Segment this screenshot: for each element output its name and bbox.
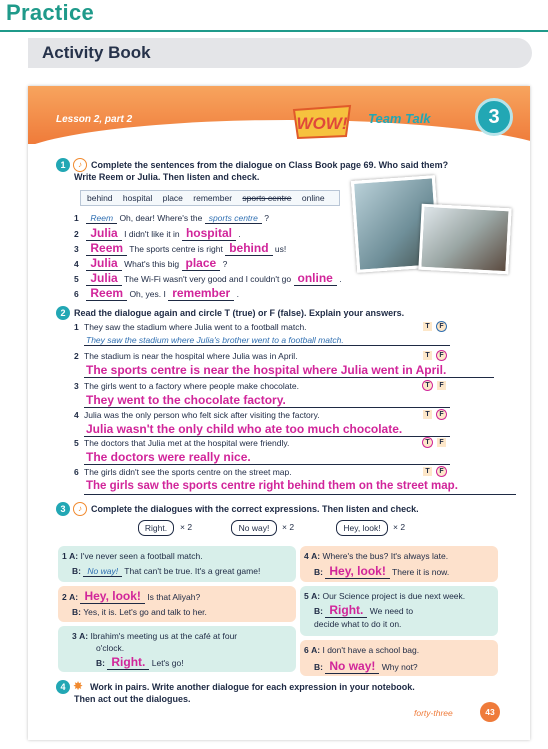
false-option[interactable]: F — [437, 438, 446, 447]
circled-answer — [436, 321, 447, 332]
exercise-1-row: 4 Julia What's this big place ? — [74, 256, 228, 270]
section-title: Activity Book — [42, 43, 151, 62]
true-option[interactable]: T — [423, 410, 432, 419]
page-title: Practice — [6, 0, 95, 25]
listen-icon: ♪ — [73, 158, 87, 172]
exercise-1-instruction-line-2: Write Reem or Julia. Then listen and check. — [74, 172, 260, 182]
statement: 5 The doctors that Julia met at the hospital were friendly. — [74, 438, 290, 448]
word-item: place — [162, 193, 183, 203]
false-option[interactable]: F — [437, 410, 446, 419]
false-option[interactable]: F — [437, 351, 446, 360]
exercise-1-row: 2 Julia I didn't like it in hospital . — [74, 226, 241, 240]
answer-field[interactable]: sports centre — [205, 213, 262, 224]
answer-field[interactable]: Reem — [86, 241, 127, 256]
explanation-answer[interactable]: They went to the chocolate factory. — [86, 393, 286, 407]
title-divider — [0, 30, 548, 32]
answer-field[interactable]: online — [294, 271, 337, 286]
answer-field[interactable]: place — [182, 256, 221, 271]
true-option[interactable]: T — [423, 467, 432, 476]
listen-icon: ♪ — [73, 502, 87, 516]
answer-field[interactable]: Reem — [86, 213, 117, 224]
explanation-answer[interactable]: The sports centre is near the hospital where Julia went in April. — [86, 363, 447, 377]
expression-bubble-hey-look: Hey, look! — [336, 520, 388, 536]
exercise-number-1: 1 — [56, 158, 70, 172]
true-option[interactable]: T — [423, 381, 432, 390]
false-option[interactable]: F — [437, 322, 446, 331]
answer-field[interactable]: Hey, look! — [80, 589, 144, 604]
exercise-number-4: 4 — [56, 680, 70, 694]
answer-field[interactable]: Right. — [325, 603, 367, 618]
exercise-1-row: 1 Reem Oh, dear! Where's the sports centre ? — [74, 213, 269, 223]
writing-line — [84, 345, 450, 346]
answer-field[interactable]: No way! — [83, 566, 122, 577]
expression-count: × 2 — [393, 522, 406, 532]
dialogue-3: 3 A: Ibrahim's meeting us at the café at four o'clock. B: Right. Let's go! — [58, 626, 296, 672]
word-item-used: sports centre — [242, 193, 292, 203]
word-item: remember — [193, 193, 233, 203]
dialogue-4: 4 A: Where's the bus? It's always late. B: Hey, look! There it is now. — [300, 546, 498, 582]
exercise-2-instruction: Read the dialogue again and circle T (true) or F (false). Explain your answers. — [74, 308, 405, 318]
answer-field[interactable]: Right. — [107, 655, 149, 670]
circled-answer — [422, 380, 433, 391]
circled-answer — [422, 437, 433, 448]
explanation-answer[interactable]: Julia wasn't the only child who ate too much chocolate. — [86, 422, 403, 436]
word-item: online — [301, 193, 325, 203]
statement: 6 The girls didn't see the sports centre on the street map. — [74, 467, 292, 477]
statement: 3 The girls went to a factory where people make chocolate. — [74, 381, 299, 391]
activity-book-page — [28, 86, 530, 740]
exercise-number-3: 3 — [56, 502, 70, 516]
true-option[interactable]: T — [423, 322, 432, 331]
exercise-1-row: 6 Reem Oh, yes. I remember . — [74, 286, 239, 300]
answer-field[interactable]: Reem — [86, 286, 127, 301]
true-option[interactable]: T — [423, 438, 432, 447]
lesson-label: Lesson 2, part 2 — [56, 114, 133, 125]
exercise-4-line-2: Then act out the dialogues. — [74, 694, 191, 704]
dialogue-5: 5 A: Our Science project is due next week. B: Right. We need to decide what to do it on. — [300, 586, 498, 636]
false-option[interactable]: F — [437, 381, 446, 390]
word-item: behind — [87, 193, 113, 203]
statement: 1 They saw the stadium where Julia went to a football match. — [74, 322, 307, 332]
star-icon: ✸ — [73, 679, 84, 693]
expression-bubble-right: Right. — [138, 520, 174, 536]
word-box — [80, 190, 340, 206]
exercise-1-row: 3 Reem The sports centre is right behind us! — [74, 241, 287, 255]
answer-field[interactable]: remember — [168, 286, 234, 301]
answer-field[interactable]: Julia — [86, 226, 121, 241]
page-number-words: forty-three — [414, 708, 453, 718]
page-number-badge: 43 — [480, 702, 500, 722]
exercise-number-2: 2 — [56, 306, 70, 320]
writing-line — [84, 494, 516, 495]
writing-line — [84, 464, 450, 465]
answer-field[interactable]: Julia — [86, 271, 121, 286]
explanation-answer[interactable]: The doctors were really nice. — [86, 450, 251, 464]
expression-count: × 2 — [180, 522, 193, 532]
photo-street-scene — [418, 204, 511, 275]
unit-badge: 3 — [475, 98, 513, 136]
wow-logo-text: WOW! — [296, 114, 348, 133]
false-option[interactable]: F — [437, 467, 446, 476]
circled-answer — [436, 466, 447, 477]
team-talk-label: Team Talk — [368, 111, 431, 126]
expression-bubble-no-way: No way! — [231, 520, 277, 536]
circled-answer — [436, 350, 447, 361]
answer-field[interactable]: Hey, look! — [325, 564, 389, 579]
exercise-1-row: 5 Julia The Wi-Fi wasn't very good and I couldn't go online . — [74, 271, 342, 285]
exercise-4-line-1: Work in pairs. Write another dialogue for each expression in your notebook. — [90, 682, 415, 692]
writing-line — [84, 407, 450, 408]
explanation-answer[interactable]: The girls saw the sports centre right behind them on the street map. — [86, 480, 458, 492]
wow-logo — [290, 102, 354, 140]
statement: 2 The stadium is near the hospital where Julia was in April. — [74, 351, 298, 361]
answer-field[interactable]: Julia — [86, 256, 121, 271]
expression-count: × 2 — [282, 522, 295, 532]
word-item: hospital — [122, 193, 153, 203]
answer-field[interactable]: hospital — [182, 226, 236, 241]
exercise-1-instruction-line-1: Complete the sentences from the dialogue on Class Book page 69. Who said them? — [91, 160, 449, 170]
answer-field[interactable]: behind — [225, 241, 272, 256]
dialogue-2: 2 A: Hey, look! Is that Aliyah? B: Yes, it is. Let's go and talk to her. — [58, 586, 296, 622]
answer-field[interactable]: No way! — [325, 659, 379, 674]
circled-answer — [436, 409, 447, 420]
dialogue-1: 1 A: I've never seen a football match. B: No way! That can't be true. It's a great game! — [58, 546, 296, 582]
exercise-3-instruction: Complete the dialogues with the correct expressions. Then listen and check. — [91, 504, 419, 514]
statement: 4 Julia was the only person who felt sick after visiting the factory. — [74, 410, 320, 420]
explanation-answer[interactable]: They saw the stadium where Julia's brother went to a football match. — [86, 335, 344, 345]
true-option[interactable]: T — [423, 351, 432, 360]
writing-line — [84, 377, 494, 378]
dialogue-6: 6 A: I don't have a school bag. B: No way! Why not? — [300, 640, 498, 676]
